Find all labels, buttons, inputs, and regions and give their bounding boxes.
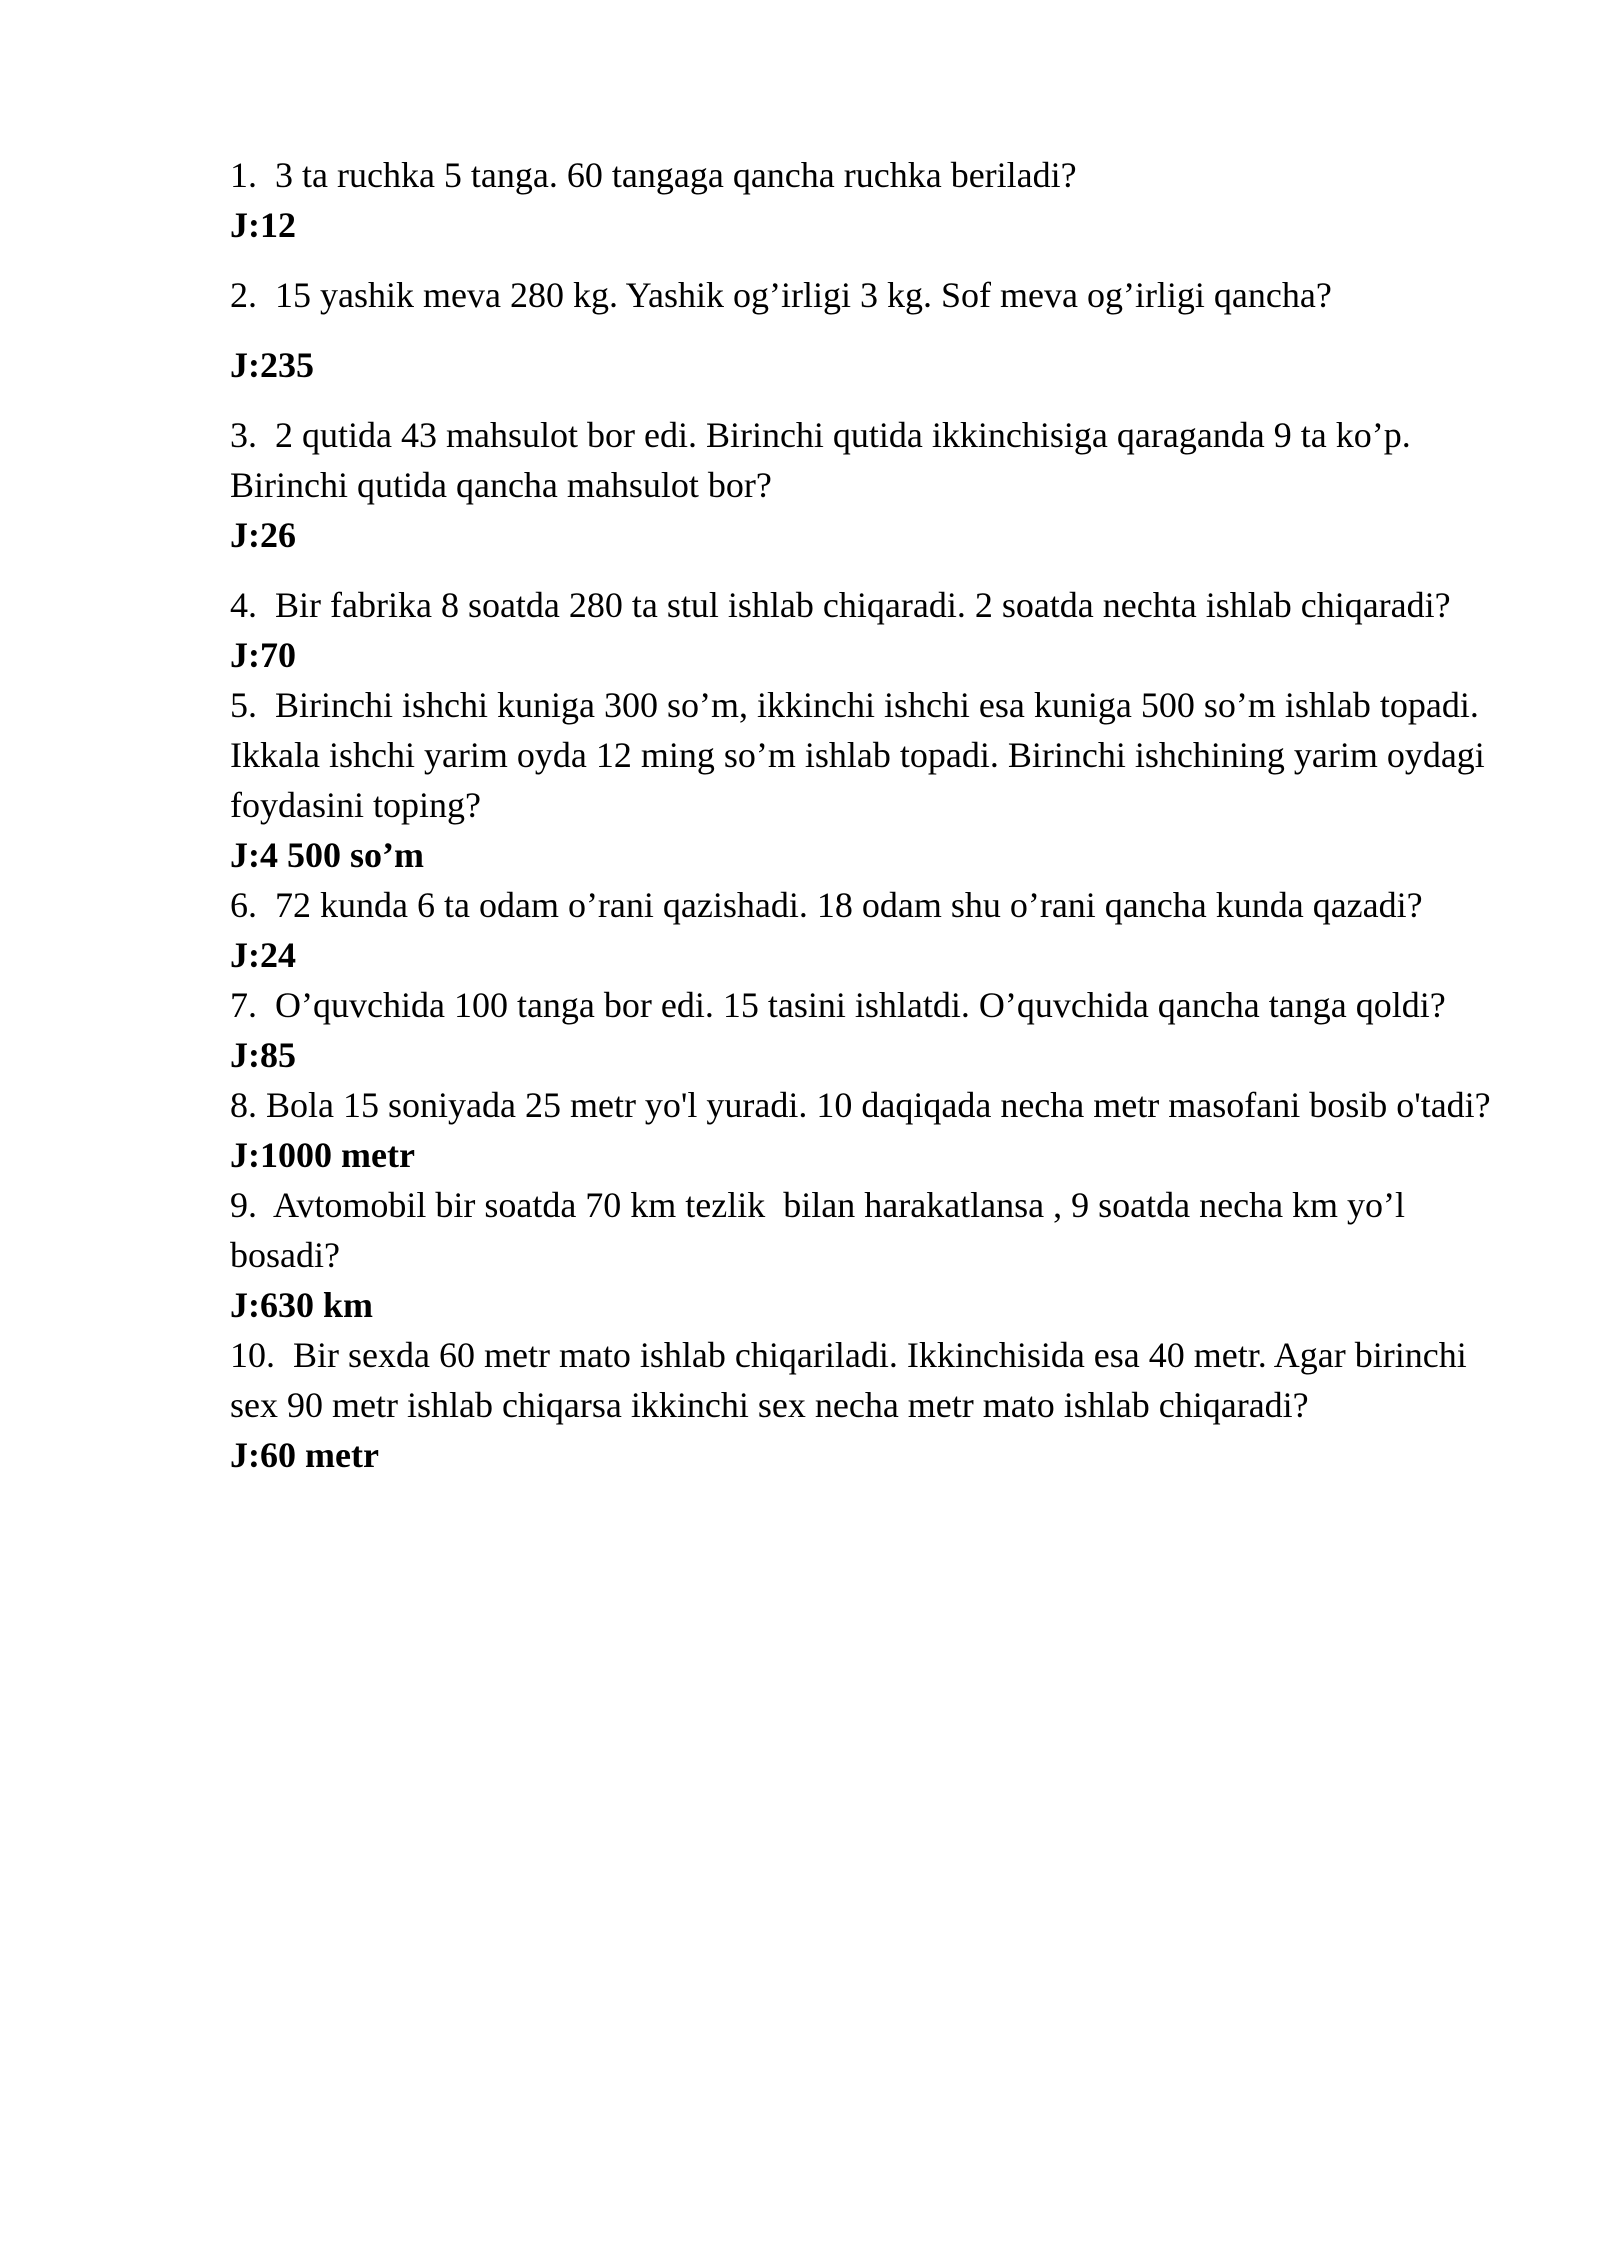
problem-item-5 xyxy=(230,680,1500,880)
answer-text: J:630 km xyxy=(230,1285,373,1325)
problem-item-6 xyxy=(230,880,1500,980)
question-text: 7. O’quvchida 100 tanga bor edi. 15 tasini ishlatdi. O’quvchida qancha tanga qoldi? xyxy=(230,985,1446,1025)
problem-item-2 xyxy=(230,270,1500,390)
problem-item-3 xyxy=(230,410,1500,560)
problem-item-8 xyxy=(230,1080,1500,1180)
question-text: 6. 72 kunda 6 ta odam o’rani qazishadi. 18 odam shu o’rani qancha kunda qazadi? xyxy=(230,885,1423,925)
answer-text: J:70 xyxy=(230,635,296,675)
question-text: 9. Avtomobil bir soatda 70 km tezlik bilan harakatlansa , 9 soatda necha km yo’l bosadi? xyxy=(230,1185,1415,1275)
question-text: 5. Birinchi ishchi kuniga 300 so’m, ikkinchi ishchi esa kuniga 500 so’m ishlab topadi. Ikkala ishchi yarim oyda 12 ming so’m ishlab topadi. Birinchi ishchining yarim oydagi foydasini toping? xyxy=(230,685,1494,825)
problem-item-9 xyxy=(230,1180,1500,1330)
question-text: 8. Bola 15 soniyada 25 metr yo'l yuradi. 10 daqiqada necha metr masofani bosib o'tadi? xyxy=(230,1085,1491,1125)
answer-text: J:24 xyxy=(230,935,296,975)
answer-text: J:12 xyxy=(230,205,296,245)
answer-text: J:85 xyxy=(230,1035,296,1075)
problem-item-1 xyxy=(230,150,1500,250)
question-text: 3. 2 qutida 43 mahsulot bor edi. Birinchi qutida ikkinchisiga qaraganda 9 ta ko’p. Birinchi qutida qancha mahsulot bor? xyxy=(230,415,1420,505)
question-text: 1. 3 ta ruchka 5 tanga. 60 tangaga qancha ruchka beriladi? xyxy=(230,155,1077,195)
problem-list xyxy=(230,150,1500,1480)
answer-text: J:235 xyxy=(230,345,314,385)
answer-text: J:26 xyxy=(230,515,296,555)
problem-item-10 xyxy=(230,1330,1500,1480)
question-text: 2. 15 yashik meva 280 kg. Yashik og’irligi 3 kg. Sof meva og’irligi qancha? xyxy=(230,275,1332,315)
problem-item-7 xyxy=(230,980,1500,1080)
answer-text: J:4 500 so’m xyxy=(230,835,424,875)
answer-text: J:60 metr xyxy=(230,1435,379,1475)
answer-text: J:1000 metr xyxy=(230,1135,415,1175)
problem-item-4 xyxy=(230,580,1500,680)
question-text: 4. Bir fabrika 8 soatda 280 ta stul ishlab chiqaradi. 2 soatda nechta ishlab chiqaradi? xyxy=(230,585,1451,625)
question-text: 10. Bir sexda 60 metr mato ishlab chiqariladi. Ikkinchisida esa 40 metr. Agar birinchi sex 90 metr ishlab chiqarsa ikkinchi sex necha metr mato ishlab chiqaradi? xyxy=(230,1335,1476,1425)
